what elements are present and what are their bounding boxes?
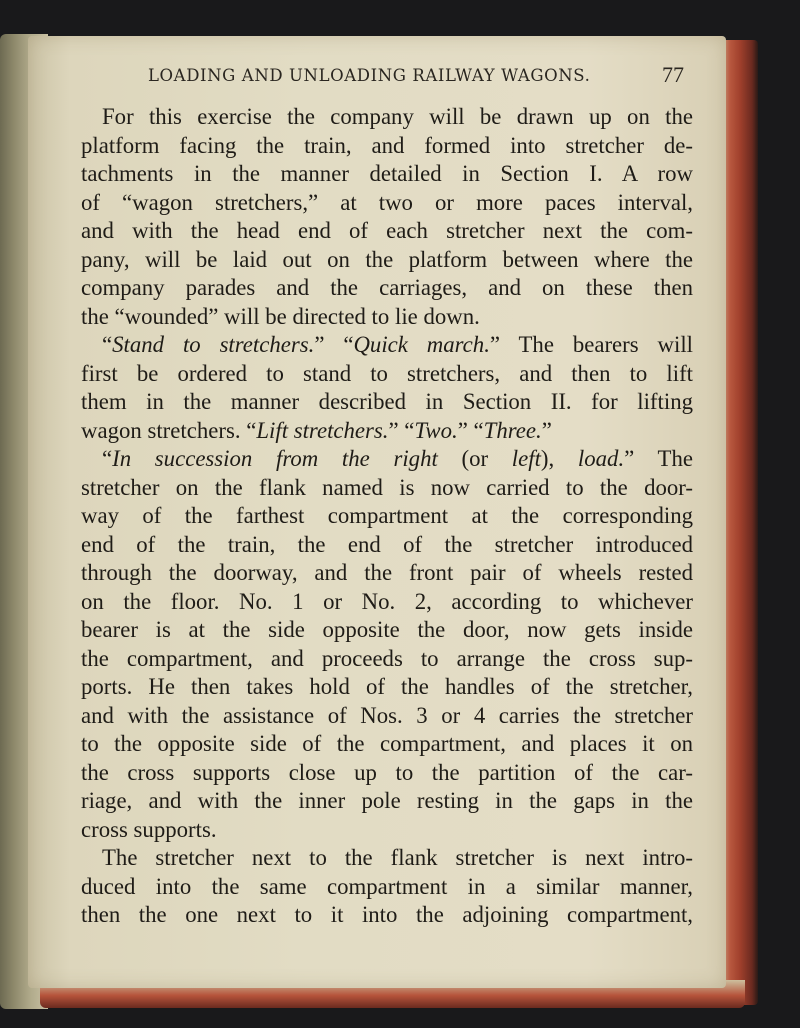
page-number: 77	[662, 62, 684, 87]
text-line: and with the head end of each stretcher next the com-	[81, 218, 693, 243]
text-segment: (or	[437, 446, 512, 471]
text-segment: ” “	[388, 417, 415, 443]
text-segment: ”	[541, 417, 552, 443]
italic-segment: In succession from the right	[112, 446, 438, 471]
text-line: to the opposite side of the compartment, and places it on	[81, 731, 693, 756]
text-line: of “wagon stretchers,” at two or more paces interval,	[81, 189, 693, 215]
text-segment: ),	[540, 446, 578, 471]
text-line: bearer is at the side opposite the door, now gets inside	[81, 617, 693, 642]
text-segment: wagon stretchers. “	[81, 417, 257, 443]
text-segment: ” The bearers will	[489, 332, 693, 357]
text-line: platform facing the train, and formed into stretcher de-	[81, 132, 693, 158]
text-segment: ” “	[314, 332, 354, 357]
italic-segment: left	[511, 446, 541, 471]
running-title: LOADING AND UNLOADING RAILWAY WAGONS.	[148, 66, 591, 85]
text-line: through the doorway, and the front pair of wheels rested	[81, 560, 693, 585]
text-line: stretcher on the flank named is now carried to the door-	[81, 474, 693, 500]
text-line: duced into the same compartment in a similar manner,	[81, 873, 693, 899]
text-line: tachments in the manner detailed in Section I. A row	[81, 161, 693, 186]
italic-segment: load.	[577, 446, 625, 471]
text-line: The stretcher next to the flank stretcher is next intro-	[102, 845, 693, 870]
running-head	[72, 62, 712, 90]
italic-segment: Two.	[414, 417, 458, 443]
text-line	[81, 417, 693, 446]
text-line: on the floor. No. 1 or No. 2, according to whichever	[81, 588, 693, 614]
text-line: the “wounded” will be directed to lie down.	[81, 303, 480, 329]
text-line: them in the manner described in Section II. for lifting	[81, 389, 693, 414]
italic-segment: Lift stretchers.	[256, 417, 389, 443]
text-line	[81, 331, 693, 360]
text-line: the compartment, and proceeds to arrange the cross sup-	[81, 645, 693, 671]
text-segment: ” The	[624, 446, 694, 471]
text-segment: “	[102, 332, 113, 357]
text-segment: ” “	[457, 417, 484, 443]
text-line: For this exercise the company will be drawn up on the	[102, 104, 693, 129]
text-line: cross supports.	[81, 816, 217, 842]
text-line: then the one next to it into the adjoining compartment,	[81, 902, 693, 927]
body-text	[81, 103, 693, 930]
text-line: way of the farthest compartment at the corresponding	[81, 503, 693, 528]
italic-segment: Three.	[483, 417, 542, 443]
text-line	[81, 445, 693, 474]
text-line: riage, and with the inner pole resting in the gaps in the	[81, 788, 693, 813]
text-line: the cross supports close up to the partition of the car-	[81, 759, 693, 785]
text-line: first be ordered to stand to stretchers, and then to lift	[81, 360, 693, 386]
text-segment: “	[102, 446, 113, 471]
italic-segment: Stand to stretchers.	[112, 332, 315, 357]
text-line: pany, will be laid out on the platform between where the	[81, 246, 693, 272]
text-line: and with the assistance of Nos. 3 or 4 carries the stretcher	[81, 702, 693, 728]
text-line: end of the train, the end of the stretcher introduced	[81, 531, 693, 557]
text-line: company parades and the carriages, and on these then	[81, 275, 693, 300]
italic-segment: Quick march.	[353, 332, 490, 357]
text-line: ports. He then takes hold of the handles of the stretcher,	[81, 674, 693, 699]
